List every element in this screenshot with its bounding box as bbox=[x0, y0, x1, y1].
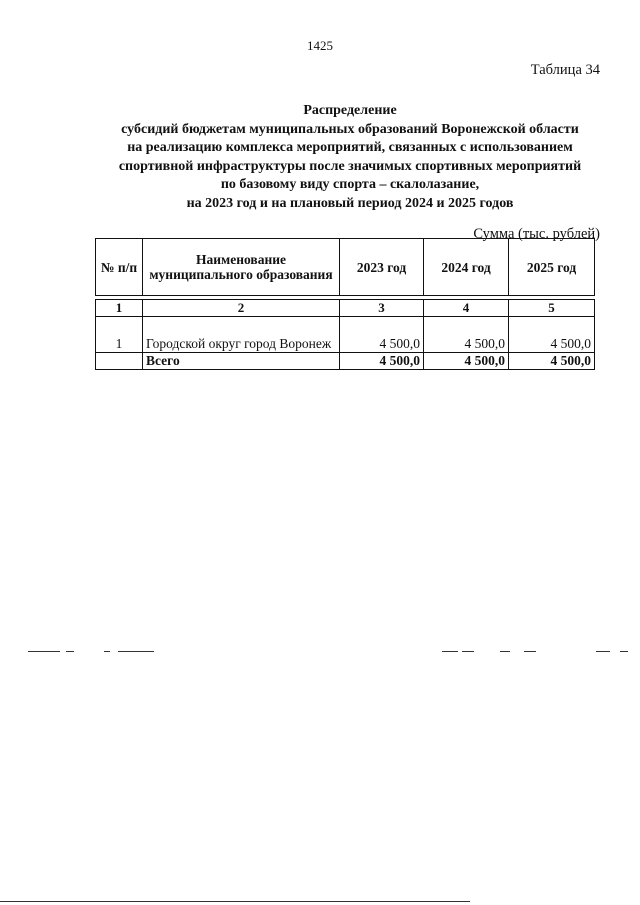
total-empty-cell bbox=[96, 353, 143, 370]
scan-artifact-line bbox=[118, 651, 154, 652]
title-line: по базовому виду спорта – скалолазание, bbox=[220, 177, 480, 192]
column-number: 3 bbox=[340, 300, 424, 317]
column-number: 5 bbox=[509, 300, 595, 317]
scan-artifact-line bbox=[524, 651, 536, 652]
total-label: Всего bbox=[143, 353, 340, 370]
scan-artifact-line bbox=[442, 651, 458, 652]
table-row bbox=[96, 317, 595, 353]
page-number: 1425 bbox=[307, 38, 333, 53]
table-body bbox=[95, 299, 595, 370]
scan-artifact-line bbox=[104, 651, 110, 652]
table-header bbox=[95, 238, 595, 296]
column-number-row bbox=[96, 300, 595, 317]
total-2025: 4 500,0 bbox=[509, 353, 595, 370]
amount-2023: 4 500,0 bbox=[340, 317, 424, 353]
header-cell-2023: 2023 год bbox=[340, 239, 424, 296]
title-line: субсидий бюджетам муниципальных образований Воронежской области bbox=[121, 121, 579, 137]
header-row bbox=[96, 239, 595, 296]
scan-artifact-line bbox=[28, 651, 60, 652]
amount-2025: 4 500,0 bbox=[509, 317, 595, 353]
title-line: Распределение bbox=[303, 103, 397, 118]
units-note: Сумма (тыс. рублей) bbox=[473, 226, 600, 242]
amount-2024: 4 500,0 bbox=[424, 317, 509, 353]
title-line: спортивной инфраструктуры после значимых спортивных мероприятий bbox=[118, 158, 582, 174]
document-title bbox=[70, 102, 630, 213]
table-label: Таблица 34 bbox=[530, 62, 600, 78]
header-cell-number: № п/п bbox=[96, 239, 143, 296]
column-number: 4 bbox=[424, 300, 509, 317]
header-cell-2024: 2024 год bbox=[424, 239, 509, 296]
header-cell-name: Наименование муниципального образования bbox=[143, 239, 340, 296]
header-cell-2025: 2025 год bbox=[509, 239, 595, 296]
scan-artifact-line bbox=[620, 651, 628, 652]
total-2023: 4 500,0 bbox=[340, 353, 424, 370]
scan-artifact-line bbox=[66, 651, 74, 652]
scan-artifact-line bbox=[462, 651, 474, 652]
scan-artifact-line bbox=[0, 901, 470, 902]
title-line: на 2023 год и на плановый период 2024 и 2025 годов bbox=[186, 195, 514, 211]
total-2024: 4 500,0 bbox=[424, 353, 509, 370]
column-number: 2 bbox=[143, 300, 340, 317]
total-row bbox=[96, 353, 595, 370]
title-line: на реализацию комплекса мероприятий, связанных с использованием bbox=[127, 140, 573, 155]
scan-artifact-line bbox=[596, 651, 610, 652]
scan-artifact-line bbox=[500, 651, 510, 652]
municipality-name: Городской округ город Воронеж bbox=[143, 317, 340, 353]
column-number: 1 bbox=[96, 300, 143, 317]
row-number: 1 bbox=[96, 317, 143, 353]
